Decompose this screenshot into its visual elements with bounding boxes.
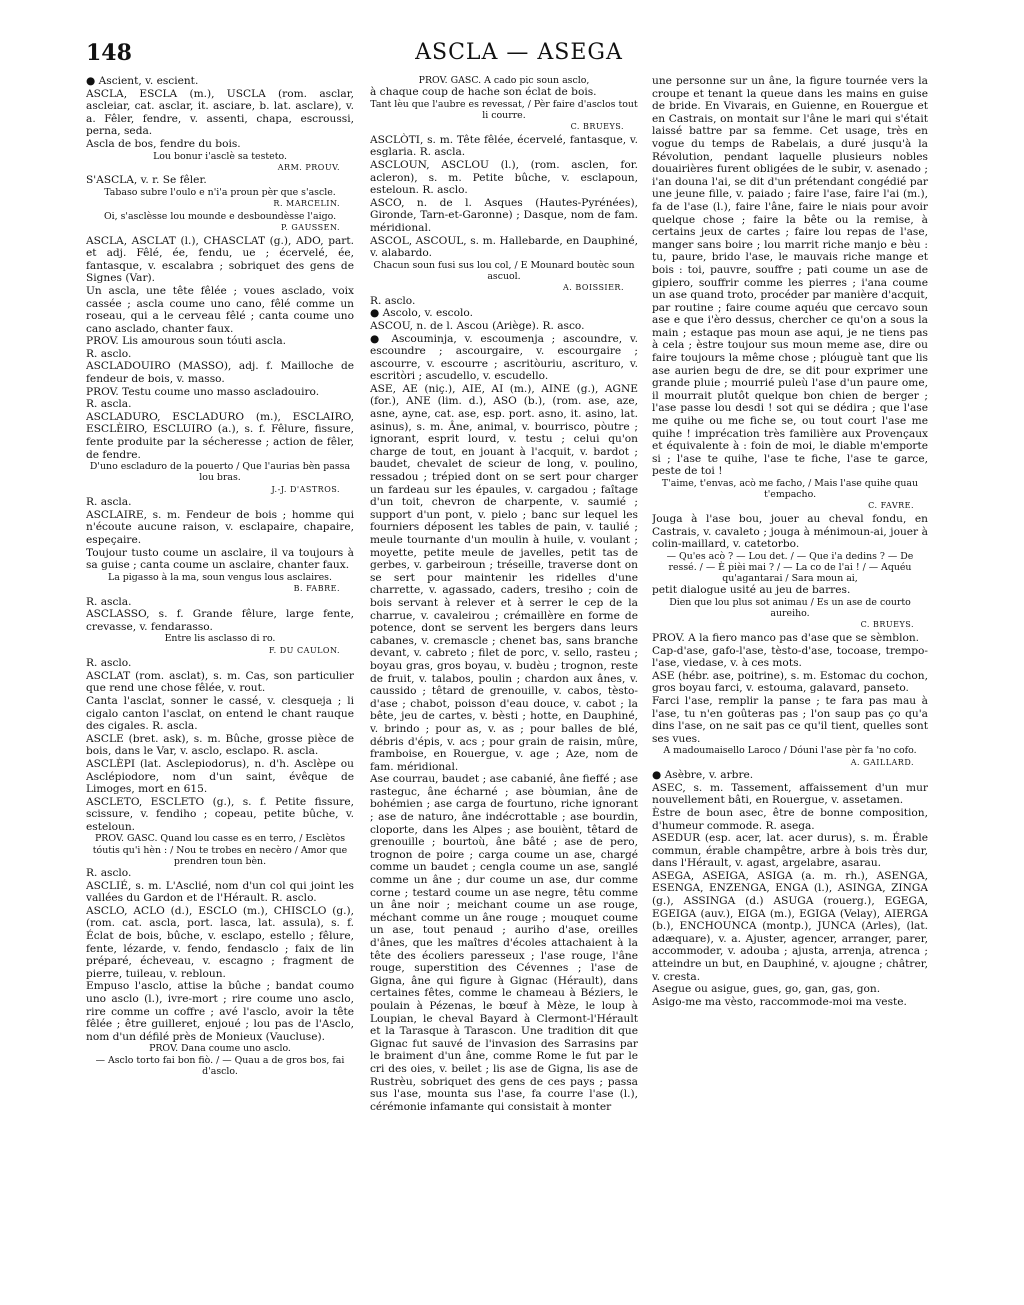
entry-paragraph: ASEGA, ASEIGA, ASIGA (a. m. rh.), ASENGA, ESENGA, ENZENGA, ENGA (l.), ASINGA, ZINGA (g.), ASSINGA (d.) ASUGA (rouerg.), EGEGA, EGEIGA (auv.), EIGA (m.), EGIGA (Velay), AIERGA (b.), ENCHOUNCA (montp.), JUNCA (Arles), (lat. adæquare), v. a. Ajuster, agencer, arranger, parer, accommoder, v. adouba ; ajusta, arrenja, atrenca ; atteindre un but, en Dauphiné, v. ajougne ; châtrer, v. cresta. [652, 869, 928, 983]
entry-paragraph: ASCLA, ESCLA (m.), USCLA (rom. asclar, ascleiar, cat. asclar, it. asciare, b. lat. asclare), v. a. Fêler, fendre, v. assenti, chapa, escroussi, perna, seda. [86, 87, 354, 138]
entry-paragraph: ASCLADURO, ESCLADURO (m.), ESCLAIRO, ESCLÈIRO, ESCLUIRO (a.), s. f. Fêlure, fissure, fente produite par la sécheresse ; action de fêler, de fendre. [86, 410, 354, 461]
entry-paragraph: Un ascla, une tête fêlée ; voues asclado, voix cassée ; ascla coume uno cano, fêlé comme un roseau, qui a le cerveau fêlé ; canta coume uno cano asclado, chanter faux. [86, 284, 354, 335]
entry-paragraph: ● Ascouminja, v. escoumenja ; ascoundre, v. escoundre ; ascourgaire, v. escourgaire ; ascourre, v. escourre ; ascritòuriu, ascrituro, v. escritòri ; ascudello, v. escudello. [370, 332, 638, 383]
entry-paragraph: ASCLO, ACLO (d.), ESCLO (m.), CHISCLO (g.), (rom. cat. ascla, port. lasca, lat. assula), s. f. Éclat de bois, bûche, v. esclapo, estello ; fêlure, fente, lézarde, v. fendo, fendasclo ; faix de lin préparé, écheveau, v. escagno ; fragment de pierre, tuileau, v. rebloun. [86, 904, 354, 980]
quote-source: B. FABRE. [293, 584, 340, 593]
quote-source: A. GAILLARD. [850, 757, 914, 767]
quote-source: F. DU CAULON. [268, 645, 340, 655]
quotation: Tabaso subre l'oulo e n'i'a proun pèr que s'ascle. [104, 186, 336, 198]
entry-paragraph: Ase courrau, baudet ; ase cabanié, âne fieffé ; ase rasteguc, âne écharné ; ase bòumian, âne de bohémien ; ase carga de fourtuno, riche ignorant ; ase de naturo, âne indécrottable ; ase bourdin, cloporte, dans les Alpes ; ase bouiènt, têtard de grenouille ; bourtoù, âne bâté ; ase de pero, trognon de poire ; carga coume un ase, chargé comme un baudet ; cengla coume un ase, sanglé comme un âne ; dur coume un ase, dur comme corne ; testard coume un ase negre, têtu comme un âne noir ; meichant coume un ase rouge, méchant comme un âne rouge ; mouquet coume un ase, tout penaud ; auriho d'ase, oreilles d'ânes, que les maîtres d'écoles attachaient à la tête des écoliers paresseux ; l'ase rouge, l'âne rouge, superstition des Cévennes ; l'ase de Gigna, âne qui figure à Gignac (Hérault), dans certaines fêtes, comme le chameau à Béziers, le poulain à Pézenas, le bœuf à Mèze, le loup à Loupian, le cheval Bayard à Clermont-l'Hérault et la Tarasque à Tarascon. Une tradition dit que Gignac fut sauvé de l'invasion des Sarrasins par le braiment d'un âne, comme Rome le fut par le cri des oies, v. beilet ; lis ase de Gigna, lis ase de Rustrèu, sobriquet des gens de ces pays ; passa sus l'ase, mounta sus l'ase, fa courre l'ase (l.), cérémonie infamante qui consistait à monter [370, 773, 638, 1113]
quotation: Chacun soun fusi sus lou col, / E Mounard boutèc soun ascuol. [373, 259, 635, 282]
quotation: Lou bonur i'asclè sa testeto. [153, 150, 287, 162]
entry-paragraph: Farci l'ase, remplir la panse ; te fara pas mau à l'ase, tu n'en goûteras pas ; l'on saup pas ço qu'a dins l'ase, on ne sait pas ce qu'il tient, quelles sont ses vues. [652, 694, 928, 745]
entry-paragraph: petit dialogue usité au jeu de barres. [652, 584, 851, 597]
entry-paragraph: ASCLÒTI, s. m. Tête fêlée, écervelé, fantasque, v. esglaria. R. ascla. [370, 133, 638, 159]
entry-paragraph: ASCLE (bret. ask), s. m. Bûche, grosse pièce de bois, dans le Var, v. asclo, esclapo. R. ascla. [86, 732, 354, 758]
entry-paragraph: Canta l'asclat, sonner le cassé, v. clesqueja ; li cigalo canton l'asclat, on entend le chant rauque des cigales. R. ascla. [86, 694, 354, 733]
entry-paragraph: R. asclo. [86, 867, 132, 880]
entry-paragraph: Toujour tusto coume un asclaire, il va toujours à sa guise ; canta coume un asclaire, chanter faux. [86, 546, 354, 572]
quotation: Oi, s'asclèsse lou mounde e desboundèsse l'aigo. [103, 210, 337, 222]
entry-paragraph: ASCO, n. de l. Asques (Hautes-Pyrénées), Gironde, Tarn-et-Garonne) ; Dasque, nom de fam. méridional. [370, 196, 638, 234]
entry-paragraph: S'ASCLA, v. r. Se fêler. [86, 174, 207, 187]
quotation: PROV. GASC. A cado pic soun asclo, [418, 75, 590, 86]
running-head: ASCLA — ASEGA [415, 40, 623, 65]
entry-paragraph: ASCLOUN, ASCLOU (l.), (rom. asclen, for. acleron), s. m. Petite bûche, v. esclapoun, esteloun. R. asclo. [370, 158, 638, 197]
quote-source: ARM. PROUV. [277, 162, 340, 172]
entry-paragraph: Asegue ou asigue, gues, go, gan, gas, gon. [652, 983, 881, 996]
quotation: PROV. GASC. Quand lou casse es en terro, / Esclètos tóutis qu'i hèn : / Nou te trobes en necèro / Amor que prendren toun bèn. [92, 833, 348, 867]
entry-paragraph: ASCLÈPI (lat. Asclepiodorus), n. d'h. Asclèpe ou Asclépiodore, nom d'un saint, évêque de Limoges, mort en 615. [86, 757, 354, 796]
entry-paragraph: ASE, AE (niç.), AIE, AI (m.), AINE (g.), AGNE (for.), ANE (lim. d.), ASO (b.), (rom. ase, aze, asne, ayne, cat. ase, esp. port. asno, it. asino, lat. asinus), s. m. Âne, animal, v. bourrisco, pòutre ; ignorant, esprit lourd, v. testu ; celui qu'on charge de tout, en jouant à l'acquit, v. bardot ; baudet, chevalet de scieur de long, v. poulino, ressadou ; trépied dont on se sert pour charger un fardeau sur les épaules, v. cargadou ; faîtage d'un toit, chevron de charpente, v. saumié ; support d'un pont, v. pielo ; banc sur lequel les fourniers déposent les tables de pain, v. taulié ; meule tournante d'un moulin à huile, v. voulant ; moyette, petite meule de javelles, petit tas de gerbes, v. garbeiroun ; tréseille, traverse dont on se sert pour maintenir les ridelles d'une charrette, v. agassado, caders, tresiho ; coin de bois servant à relever et à serrer le cep de la charrue, v. cavaleirou ; crémaillère en forme de potence, dont se servent les bergers dans leurs cabanes, v. cremascle ; chenet bas, sans branche devant, v. cabreto ; filet de porc, v. sello, rasteu ; boyau gras, gros boyau, v. budèu ; trognon, reste de fruit, v. talabos, poulin ; chardon aux ânes, v. caussido ; têtard de grenouille, v. cabos, tèsto-d'ase ; chabot, poisson d'eau douce, v. cabot ; la bête, jeu de cartes, v. bèsti ; hotte, en Dauphiné, v. brindo ; pour as, v. as ; pour balles de blé, débris d'épis, v. acs ; pour grain de raisin, mûre, framboise, en Rouergue, v. age ; Aze, nom de fam. méridional. [370, 382, 638, 773]
quotation: D'uno escladuro de la pouerto / Que l'aurias bèn passa lou bras. [89, 461, 351, 484]
entry-paragraph: ASEC, s. m. Tassement, affaissement d'un mur nouvellement bâti, en Rouergue, v. assetamen. [652, 781, 928, 807]
entry-paragraph: ASE (hébr. ase, poitrine), s. m. Estomac du cochon, gros boyau farci, v. estouma, galavard, panseto. [652, 669, 928, 695]
entry-paragraph: ASCLIÉ, s. m. L'Asclié, nom d'un col qui joint les vallées du Gardon et de l'Hérault. R. asclo. [86, 879, 354, 905]
quote-source: J.-J. D'ASTROS. [271, 484, 340, 494]
entry-paragraph: PROV. A la fiero manco pas d'ase que se sèmblon. [652, 631, 920, 644]
entry-paragraph: R. asclo. [86, 347, 132, 360]
entry-paragraph: R. ascla. [86, 595, 132, 608]
column-middle [370, 75, 638, 1297]
quote-source: A. BOISSIER. [563, 283, 624, 293]
quotation: Entre lis asclasso di ro. [164, 633, 276, 645]
quote-source: C. BRUEYS. [570, 122, 624, 132]
entry-paragraph: ASCLA, ASCLAT (l.), CHASCLAT (g.), ADO, part. et adj. Fêlé, ée, fendu, ue ; écervelé, ée, fantasque, v. escalabra ; sobriquet des gens de Signes (Var). [86, 234, 354, 285]
entry-paragraph: Ascla de bos, fendre du bois. [86, 137, 241, 150]
quote-source: P. GAUSSEN. [281, 222, 340, 232]
quote-source: C. FAVRE. [868, 501, 914, 511]
entry-paragraph: ASCOL, ASCOUL, s. m. Hallebarde, en Dauphiné, v. alabardo. [370, 234, 638, 260]
entry-paragraph: R. asclo. [370, 294, 416, 307]
page-number: 148 [86, 40, 132, 66]
entry-paragraph: Cap-d'ase, gafo-l'ase, tèsto-d'ase, tocoase, trempo-l'ase, viedase, v. à ces mots. [652, 644, 928, 670]
column-left [86, 75, 354, 1297]
quotation: Tant lèu que l'aubre es revessat, / Pèr faire d'asclos tout li courre. [370, 98, 638, 121]
entry-paragraph: à chaque coup de hache son éclat de bois. [370, 86, 597, 99]
quotation: — Qu'es acò ? — Lou det. / — Que i'a dedins ? — De ressé. / — È pièi mai ? / — La co de l'ai ! / — Aquéu qu'agantarai / Sara moun ai, [666, 550, 914, 585]
entry-paragraph: Jouga à l'ase bou, jouer au cheval fondu, en Castrais, v. cavaleto ; jouga à ménimoun-ai, jouer à colin-maillard, v. catetorbo. [652, 513, 928, 551]
entry-paragraph: ● Ascient, v. escient. [86, 75, 199, 87]
entry-paragraph: Èstre de boun asec, être de bonne composition, d'humeur commode. R. asega. [652, 806, 928, 832]
entry-paragraph: ASCOU, n. de l. Ascou (Ariège). R. asco. [370, 319, 585, 332]
entry-paragraph: ASCLAT (rom. asclat), s. m. Cas, son particulier que rend une chose fêlée, v. rout. [86, 669, 354, 695]
entry-paragraph: Empuso l'asclo, attise la bûche ; bandat coumo uno asclo (l.), ivre-mort ; rire coume uno asclo, rire comme un coffre ; avé l'asclo, avoir la tête fêlée ; être guilleret, enjoué ; lou pas de l'Asclo, nom d'un défilé près de Monieux (Vaucluse). [86, 980, 354, 1043]
entry-paragraph: ASCLAIRE, s. m. Fendeur de bois ; homme qui n'écoute aucune raison, v. esclapaire, chapaire, espeçaire. [86, 508, 354, 547]
entry-paragraph: ASCLADOUIRO (MASSO), adj. f. Mailloche de fendeur de bois, v. masso. [86, 360, 354, 386]
entry-paragraph: ASCLETO, ESCLETO (g.), s. f. Petite fissure, scissure, v. fendiho ; copeau, petite bûche, v. esteloun. [86, 795, 354, 833]
entry-paragraph: R. ascla. [86, 496, 132, 509]
entry-paragraph: ASEDUR (esp. acer, lat. acer durus), s. m. Érable commun, érable champêtre, arbre à bois très dur, dans l'Hérault, v. agast, argelabre, asarau. [652, 832, 928, 870]
entry-paragraph: Asigo-me ma vèsto, raccommode-moi ma veste. [652, 995, 907, 1008]
page-header [86, 40, 952, 74]
quote-source: R. MARCELIN. [273, 199, 340, 209]
quote-source: C. BRUEYS. [860, 620, 914, 630]
quotation: La pigasso à la ma, soun vengus lous asclaires. [108, 571, 332, 583]
entry-paragraph: ● Ascolo, v. escolo. [370, 307, 473, 320]
entry-paragraph: PROV. Lis amourous soun tóuti ascla. [86, 335, 287, 348]
entry-paragraph: R. ascla. [86, 398, 132, 411]
entry-paragraph: ● Asèbre, v. arbre. [652, 769, 754, 782]
entry-paragraph: PROV. Testu coume uno masso ascladouiro. [86, 385, 320, 398]
entry-paragraph: ASCLASSO, s. f. Grande fêlure, large fente, crevasse, v. fendarasso. [86, 608, 354, 633]
column-right [652, 75, 928, 1297]
entry-paragraph: une personne sur un âne, la figure tournée vers la croupe et tenant la queue dans les mains en guise de bride. En Vivarais, en Guienne, en Rouergue et en Castrais, on montait sur l'âne le mari qui s'était laissé battre par sa femme. Cet usage, très en vogue du temps de Rabelais, a duré jusqu'à la Révolution, pendant laquelle plusieurs nobles douairières furent obligées de le subir, v. asenado ; i'an douna l'ai, se dit d'un prétendant congédié par une jeune fille, v. paiado ; faire l'ase, faire l'ai (m.), fa de l'ase (l.), faire l'âne, faire le niais pour avoir quelque chose ; faire la bête ou la remise, à certains jeux de cartes ; faire lou repas de l'ase, manger sans boire ; lou marrit riche manjo e bèu : tu, paure, brido l'ase, le mauvais riche mange et bois : toi, pauvre, souffre ; pati coume un ase de gipiero, souffrir comme les pierres ; i'ana coume un ase quand troto, procéder par manière d'acquit, par routine ; faire coume aquéu que cercavo soun ase e que i'èro dessus, chercher ce qu'on a sous la main ; estaque pas moun ase aqui, je ne tiens pas à cela ; èstre toujour sus moun meme ase, dire ou faire toujours la même chose ; plóuguè tant que lis ase aurien begu de dre, se dit pour exprimer une grande pluie ; mourrié puleù l'ase d'un paure ome, il mourrait plutôt quelque bon chien de berger ; l'ase passe lou desdi ! sot qui se dédira ; que l'ase me quihe ou me fiche se, ou tout court l'ase me quihe ! imprécation très familière aux Provençaux et équivalente à : foin de moi, le diable m'emporte si ; l'ase te quihe, l'ase te fiche, l'ase te garce, peste de toi ! [652, 75, 928, 478]
quotation: Dien que lou plus sot animau / Es un ase de courto aureiho. [669, 596, 911, 620]
quotation: A madoumaisello Laroco / Dóuni l'ase pèr fa 'no cofo. [663, 745, 917, 757]
entry-paragraph: R. asclo. [86, 657, 132, 670]
quotation: — Asclo torto fai bon fiò. / — Quau a de gros bos, fai d'asclo. [95, 1054, 345, 1077]
quotation: T'aime, t'envas, acò me facho, / Mais l'ase quihe quau t'empacho. [661, 478, 919, 501]
quotation: PROV. Dana coume uno asclo. [149, 1043, 291, 1055]
